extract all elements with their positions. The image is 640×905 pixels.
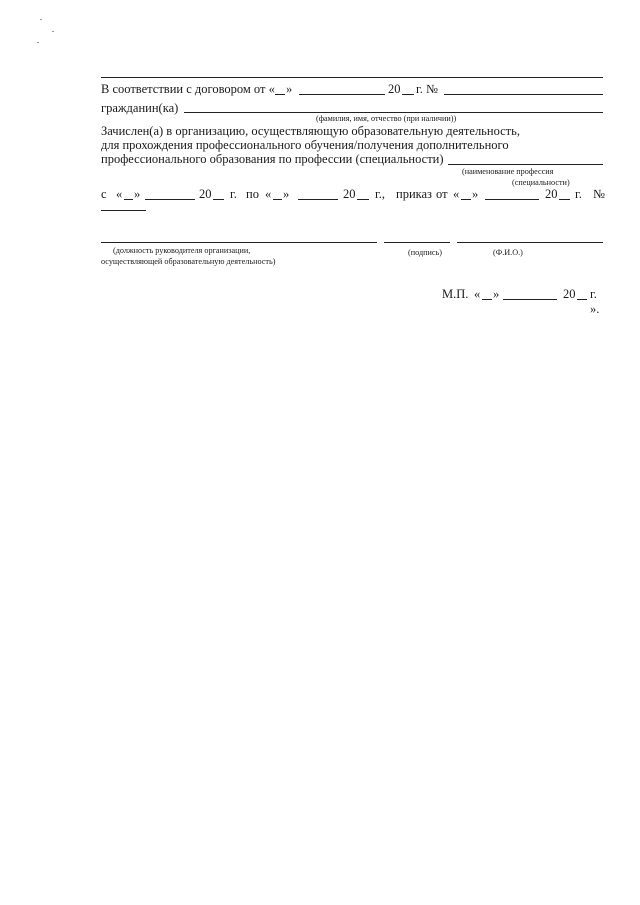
stamp-year-suffix: г.	[590, 287, 597, 301]
scan-speck	[37, 42, 39, 43]
citizen-name-blank	[184, 112, 603, 113]
to-quote-close: »	[283, 187, 290, 201]
order-year-prefix: 20	[545, 187, 558, 201]
order-month-blank	[485, 199, 539, 200]
contract-year-suffix: г. №	[416, 82, 438, 96]
to-day-blank	[273, 199, 282, 200]
contract-month-blank	[299, 94, 385, 95]
profession-hint-2: (специальности)	[512, 178, 570, 187]
scan-speck	[40, 19, 42, 20]
closing-quote: ».	[590, 302, 600, 316]
citizen-name-hint: (фамилия, имя, отчество (при наличии))	[316, 114, 457, 123]
order-quote-open: «	[453, 187, 460, 201]
to-label: по	[246, 187, 259, 201]
to-quote-open: «	[265, 187, 272, 201]
from-label: с	[101, 187, 107, 201]
to-year-suffix: г.,	[375, 187, 385, 201]
signature-hint: (подпись)	[408, 248, 442, 257]
position-hint-1: (должность руководителя организации,	[113, 246, 251, 255]
from-year-prefix: 20	[199, 187, 212, 201]
profession-blank	[448, 164, 603, 165]
profession-hint-1: (наименование профессия	[462, 167, 554, 176]
enrolled-line: Зачислен(а) в организацию, осуществляющую образовательную деятельность,	[101, 124, 520, 138]
contract-number-blank	[444, 94, 603, 95]
order-quote-close: »	[472, 187, 479, 201]
from-year-suffix: г.	[230, 187, 237, 201]
position-signature-line	[101, 242, 377, 243]
contract-year-prefix: 20	[388, 82, 401, 96]
stamp-year-blank	[577, 299, 587, 300]
from-day-blank	[124, 199, 133, 200]
order-year-suffix: г.	[575, 187, 582, 201]
from-year-blank	[213, 199, 224, 200]
from-quote-open: «	[116, 187, 123, 201]
to-month-blank	[298, 199, 338, 200]
contract-year-blank	[402, 94, 414, 95]
top-rule	[101, 77, 603, 78]
contract-prefix: В соответствии с договором от «	[101, 82, 275, 96]
scan-speck	[52, 31, 54, 32]
from-month-blank	[145, 199, 195, 200]
order-year-blank	[559, 199, 570, 200]
full-name-hint: (Ф.И.О.)	[493, 248, 523, 257]
position-hint-2: осуществляющей образовательную деятельность)	[101, 257, 276, 266]
contract-quote-close: »	[286, 82, 293, 96]
stamp-quote-close: »	[493, 287, 500, 301]
training-line: для прохождения профессионального обучения/получения дополнительного	[101, 138, 509, 152]
signature-line	[384, 242, 450, 243]
contract-day-blank	[275, 94, 285, 95]
stamp-year-prefix: 20	[563, 287, 576, 301]
order-from-label: от	[436, 187, 448, 201]
citizen-label: гражданин(ка)	[101, 101, 179, 115]
stamp-day-blank	[482, 299, 492, 300]
stamp-month-blank	[503, 299, 557, 300]
order-day-blank	[461, 199, 471, 200]
to-year-blank	[357, 199, 369, 200]
from-quote-close: »	[134, 187, 141, 201]
order-number-blank	[101, 210, 146, 211]
to-year-prefix: 20	[343, 187, 356, 201]
stamp-quote-open: «	[474, 287, 481, 301]
full-name-signature-line	[457, 242, 603, 243]
stamp-place-label: М.П.	[442, 287, 469, 301]
profession-line: профессионального образования по профессии (специальности)	[101, 152, 444, 166]
order-label: приказ	[396, 187, 432, 201]
order-number-label: №	[593, 187, 605, 201]
